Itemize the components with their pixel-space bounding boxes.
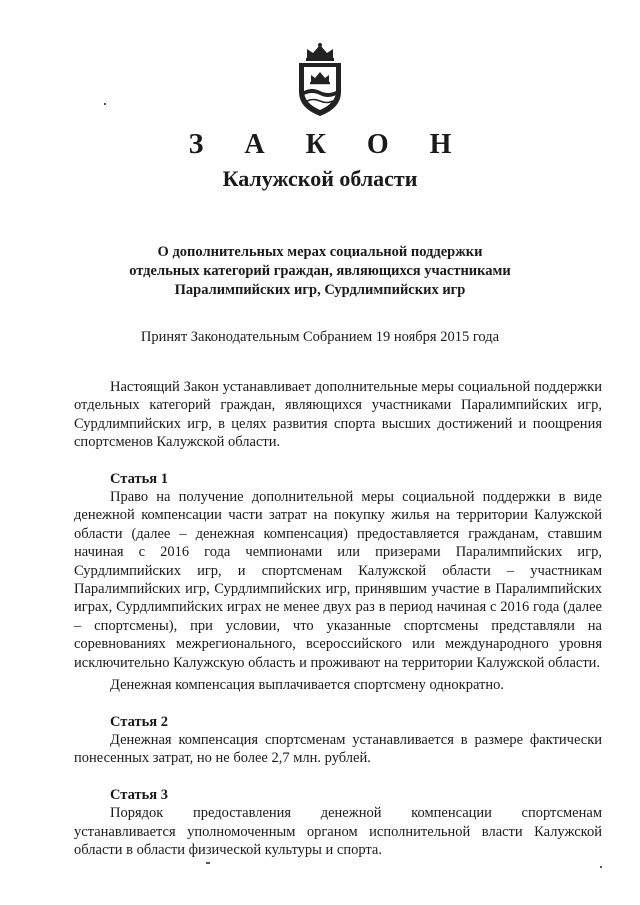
scan-speck — [600, 866, 602, 868]
law-title: З А К О Н — [188, 129, 469, 160]
document-heading — [110, 243, 530, 300]
article-title: Статья 2 — [110, 713, 168, 730]
law-region-subtitle: Калужской области — [222, 166, 418, 191]
scan-speck — [104, 103, 106, 105]
heading-line: О дополнительных мерах социальной поддержки — [157, 244, 483, 260]
heading-line: отдельных категорий граждан, являющихся участниками — [129, 263, 511, 279]
heading-line: Паралимпийских игр, Сурдлимпийских игр — [174, 282, 466, 298]
article-paragraph: Порядок предоставления денежной компенсации спортсменам устанавливается уполномоченным органом исполнительной власти Калужской области в области физической культуры и спорта. — [74, 805, 602, 858]
document-body — [74, 378, 602, 859]
coat-of-arms-emblem — [293, 42, 347, 118]
article-3 — [74, 786, 602, 860]
article-paragraph: Право на получение дополнительной меры социальной поддержки в виде денежной компенсации части затрат на покупку жилья на территории Калужской области (далее – денежная компенсация) предоставляется гражданам, ставшим начиная с 2016 года чемпионами или призерами Паралимпийских игр, Сурдлимпийских игр, и спортсменам Калужской области – участникам Паралимпийских игр, Сурдлимпийских игр, принявшим участие в Паралимпийских играх, Сурдлимпийских играх не менее двух раз в период начиная с 2016 года (далее – спортсмены), при условии, что указанные спортсмены представляли на соревнованиях межрегионального, всероссийского или международного уровня исключительно Калужскую область и проживают на территории Калужской области. — [74, 489, 602, 671]
article-title: Статья 3 — [110, 786, 168, 803]
intro-paragraph: Настоящий Закон устанавливает дополнительные меры социальной поддержки отдельных категорий граждан, являющихся участниками Паралимпийских игр, Сурдлимпийских игр, в целях развития спорта высших достижений и поощрения спортсменов Калужской области. — [74, 379, 602, 451]
article-title: Статья 1 — [110, 470, 168, 487]
article-2 — [74, 713, 602, 768]
adoption-statement: Принят Законодательным Собранием 19 ноября 2015 года — [140, 329, 500, 345]
article-paragraph: Денежная компенсация спортсменам устанавливается в размере фактически понесенных затрат, но не более 2,7 млн. рублей. — [74, 731, 602, 767]
scan-speck — [206, 862, 210, 864]
article-1 — [74, 470, 602, 695]
article-paragraph: Денежная компенсация выплачивается спортсмену однократно. — [110, 677, 504, 694]
